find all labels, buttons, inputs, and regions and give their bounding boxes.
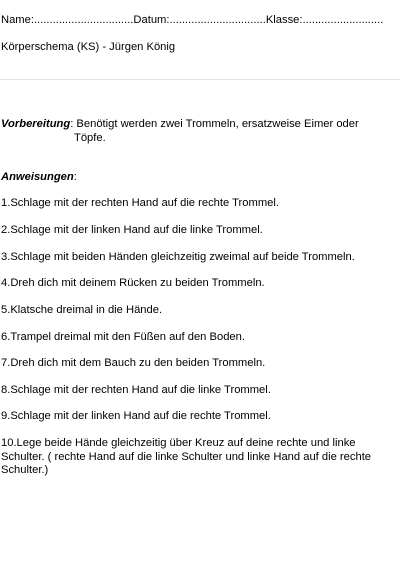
- header-fields-line: Name:................................Datum:...............................Klasse:..........................: [1, 14, 384, 26]
- instruction-item-1: 1.Schlage mit der rechten Hand auf die rechte Trommel.: [1, 197, 279, 209]
- instruction-item-8: 8.Schlage mit der rechten Hand auf die linke Trommel.: [1, 384, 271, 396]
- instruction-item-3: 3.Schlage mit beiden Händen gleichzeitig zweimal auf beide Trommeln.: [1, 251, 355, 263]
- instructions-colon: :: [73, 171, 77, 183]
- instruction-item-6: 6.Trampel dreimal mit den Füßen auf den Boden.: [1, 331, 245, 343]
- preparation-text-continuation: Töpfe.: [74, 131, 106, 144]
- preparation-label: Vorbereitung: [1, 118, 71, 130]
- preparation-text: : Benötigt werden zwei Trommeln, ersatzweise Eimer oder: [70, 118, 359, 130]
- preparation-section: [1, 118, 393, 145]
- divider: [0, 79, 400, 80]
- document-subtitle: Körperschema (KS) - Jürgen König: [1, 41, 176, 53]
- instruction-item-7: 7.Dreh dich mit dem Bauch zu den beiden Trommeln.: [1, 357, 266, 369]
- instruction-item-4: 4.Dreh dich mit deinem Rücken zu beiden Trommeln.: [1, 277, 265, 289]
- instruction-item-2: 2.Schlage mit der linken Hand auf die linke Trommel.: [1, 224, 263, 236]
- instruction-item-10: 10.Lege beide Hände gleichzeitig über Kreuz auf deine rechte und linke Schulter. ( rechte Hand auf die linke Schulter und linke Hand auf die rechte Schulter.): [1, 437, 372, 476]
- instructions-heading: [1, 171, 77, 185]
- instruction-item-9: 9.Schlage mit der linken Hand auf die rechte Trommel.: [1, 410, 271, 422]
- instruction-item-5: 5.Klatsche dreimal in die Hände.: [1, 304, 163, 316]
- instructions-label: Anweisungen: [1, 171, 74, 183]
